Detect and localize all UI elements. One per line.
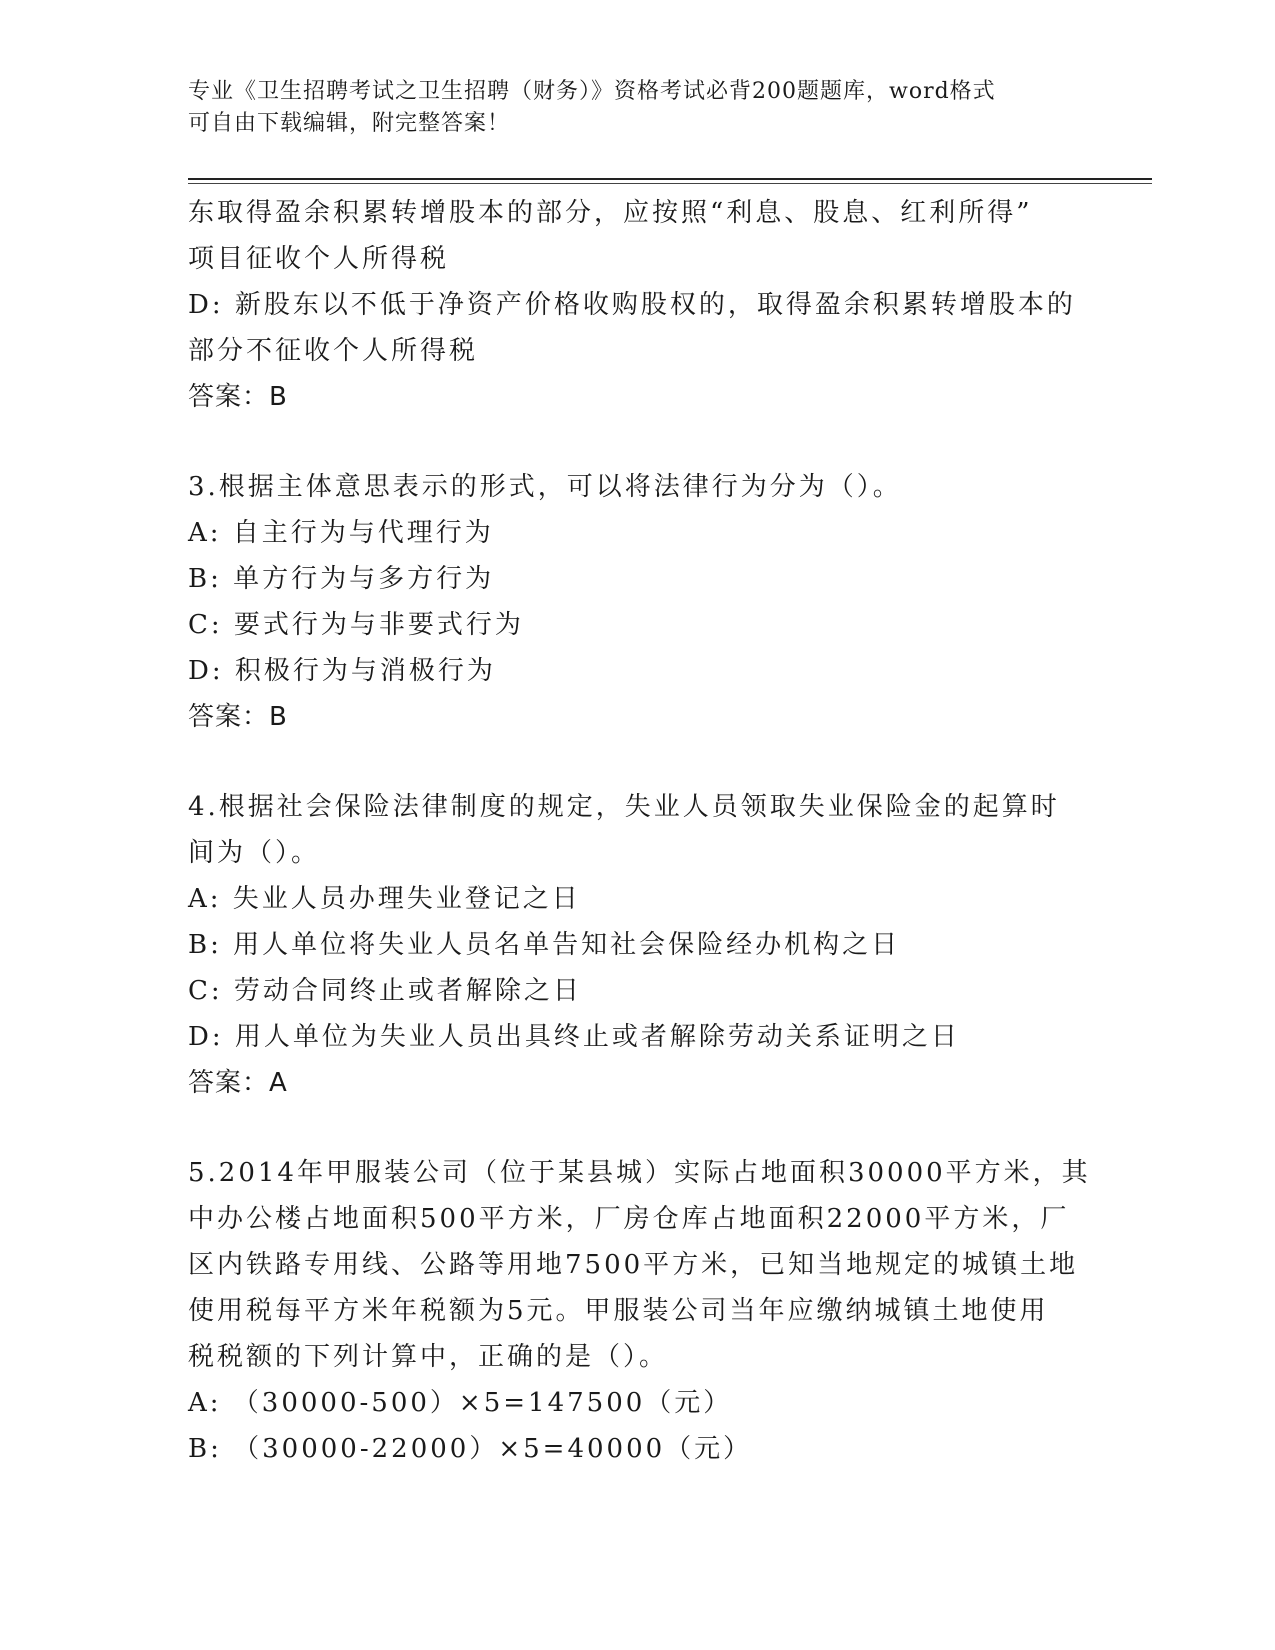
spacer — [188, 420, 1088, 464]
option-d-continued: 部分不征收个人所得税 — [188, 336, 479, 366]
question-3 — [188, 464, 1088, 740]
question-text-line: 区内铁路专用线、公路等用地7500平方米，已知当地规定的城镇土地 — [188, 1250, 1079, 1280]
header-line-2: 可自由下载编辑，附完整答案！ — [188, 111, 511, 136]
question-text-line: 税税额的下列计算中，正确的是（）。 — [188, 1342, 669, 1372]
option-a: A: 失业人员办理失业登记之日 — [188, 884, 581, 914]
question-2-continuation — [188, 190, 1088, 420]
question-text-line: 东取得盈余积累转增股本的部分，应按照“利息、股息、红利所得” — [188, 198, 1033, 228]
option-d: D: 用人单位为失业人员出具终止或者解除劳动关系证明之日 — [188, 1022, 960, 1052]
option-b: B: （30000-22000）×5=40000（元） — [188, 1434, 753, 1464]
option-d: D: 积极行为与消极行为 — [188, 656, 496, 686]
question-text-line: 项目征收个人所得税 — [188, 244, 450, 274]
document-body — [188, 190, 1091, 1472]
option-c: C: 要式行为与非要式行为 — [188, 610, 524, 640]
answer-label: 答案：B — [188, 702, 288, 732]
option-b: B: 用人单位将失业人员名单告知社会保险经办机构之日 — [188, 930, 901, 960]
header-divider-thin — [188, 183, 1152, 184]
option-a: A: 自主行为与代理行为 — [188, 518, 494, 548]
question-text-line: 中办公楼占地面积500平方米，厂房仓库占地面积22000平方米，厂 — [188, 1204, 1070, 1234]
spacer — [188, 740, 1088, 784]
spacer — [188, 1106, 1088, 1150]
answer-label: 答案：A — [188, 1068, 288, 1098]
document-header — [188, 76, 1088, 140]
question-text-line: 4.根据社会保险法律制度的规定，失业人员领取失业保险金的起算时 — [188, 792, 1060, 822]
option-a: A: （30000-500）×5=147500（元） — [188, 1388, 733, 1418]
question-5 — [188, 1150, 1091, 1472]
question-text-line: 间为（）。 — [188, 838, 321, 868]
answer-label: 答案：B — [188, 382, 288, 412]
question-text-line: 5.2014年甲服装公司（位于某县城）实际占地面积30000平方米，其 — [188, 1158, 1091, 1188]
header-divider-thick — [188, 178, 1152, 180]
option-d: D: 新股东以不低于净资产价格收购股权的，取得盈余积累转增股本的 — [188, 290, 1076, 320]
option-c: C: 劳动合同终止或者解除之日 — [188, 976, 582, 1006]
header-line-1: 专业《卫生招聘考试之卫生招聘（财务）》资格考试必背200题题库，word格式 — [188, 79, 996, 104]
question-text-line: 使用税每平方米年税额为5元。甲服装公司当年应缴纳城镇土地使用 — [188, 1296, 1049, 1326]
question-text: 3.根据主体意思表示的形式，可以将法律行为分为（）。 — [188, 472, 902, 502]
option-b: B: 单方行为与多方行为 — [188, 564, 495, 594]
question-4 — [188, 784, 1088, 1106]
